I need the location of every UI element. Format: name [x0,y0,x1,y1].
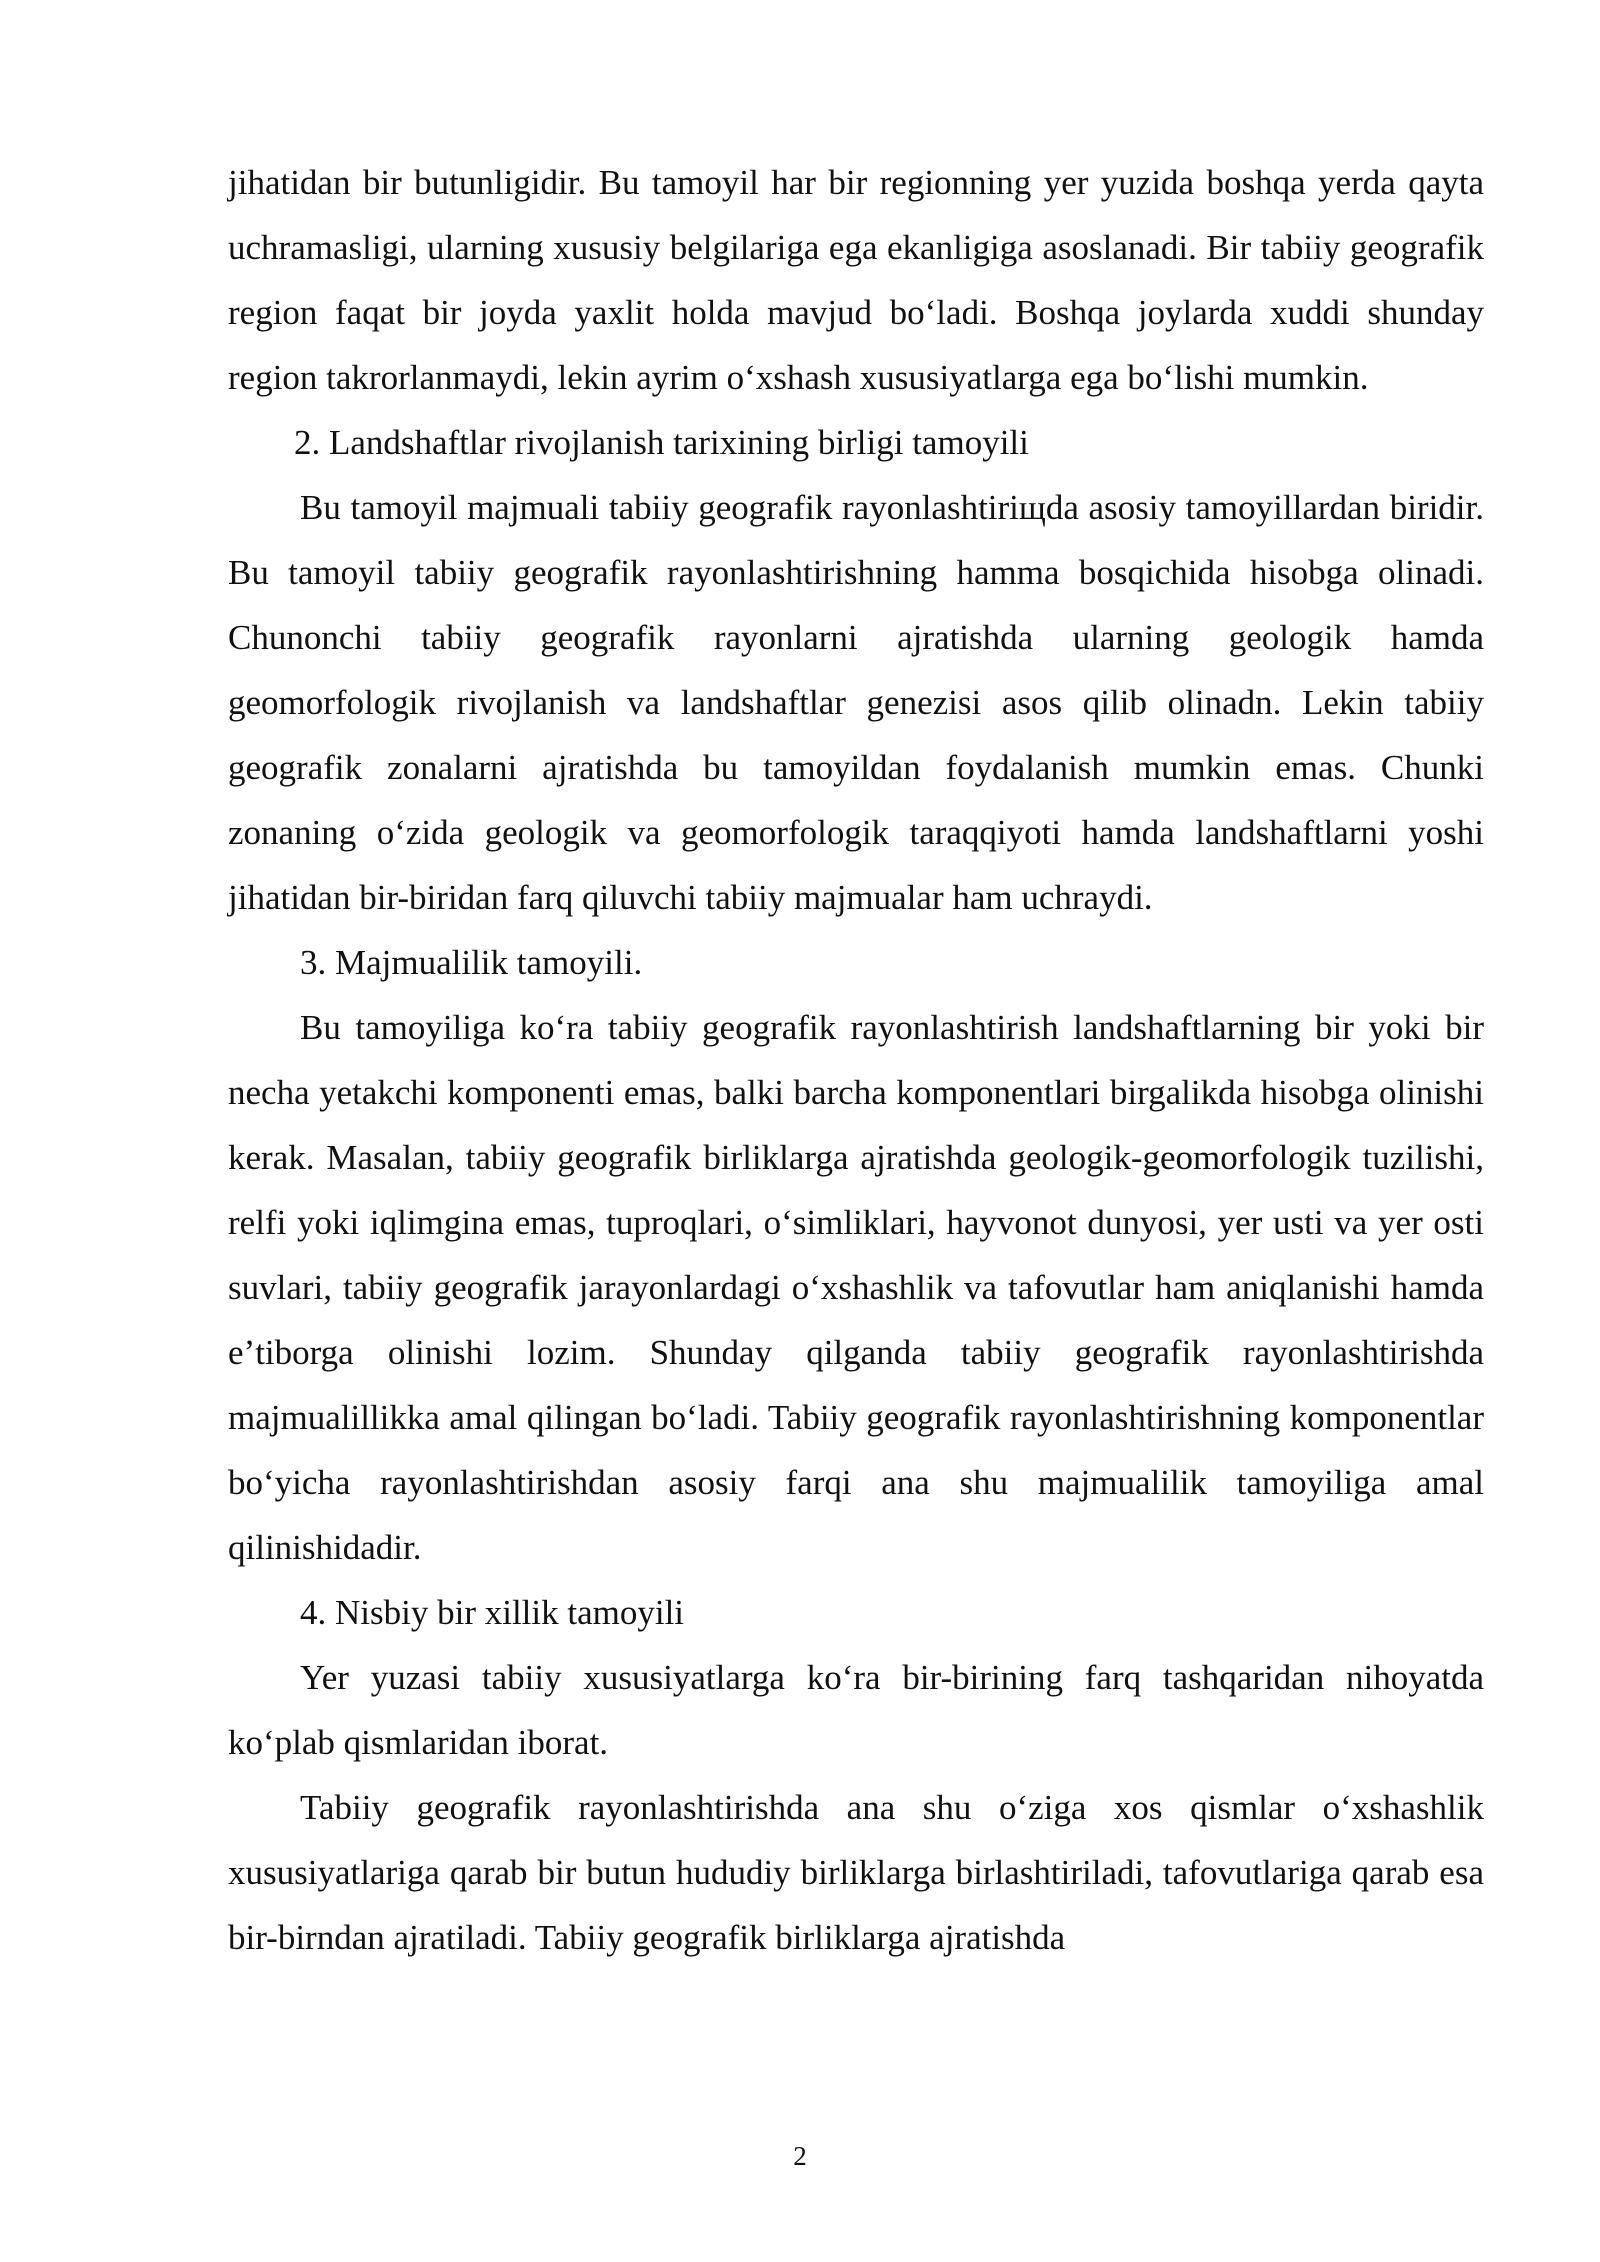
paragraph-landscape-history: Bu tamoyil majmuali tabiiy geografik rayonlashtiriщda asosiy tamoyillardan biridir. Bu tamoyil tabiiy geografik rayonlashtirishning hamma bosqichida hisobga olinadi. Chunonchi tabiiy geografik rayonlarni ajratishda ularning geologik hamda geomorfologik rivojlanish va landshaftlar genezisi asos qilib olinadn. Lekin tabiiy geografik zonalarni ajratishda bu tamoyildan foydalanish mumkin emas. Chunki zonaning oʻzida geologik va geomorfologik taraqqiyoti hamda landshaftlarni yoshi jihatidan bir-biridan farq qiluvchi tabiiy majmualar ham uchraydi. [228,488,1484,917]
page-number: 2 [793,2141,807,2171]
paragraph-complexity: Bu tamoyiliga koʻra tabiiy geografik rayonlashtirish landshaftlarning bir yoki bir necha yetakchi komponenti emas, balki barcha komponentlari birgalikda hisobga olinishi kerak. Masalan, tabiiy geografik birliklarga ajratishda geologik-geomorfologik tuzilishi, relfi yoki iqlimgina emas, tuproqlari, oʻsimliklari, hayvonot dunyosi, yer usti va yer osti suvlari, tabiiy geografik jarayonlardagi oʻxshashlik va tafovutlar ham aniqlanishi hamda eʼtiborga olinishi lozim. Shunday qilganda tabiiy geografik rayonlashtirishda majmualillikka amal qilingan boʻladi. Tabiiy geografik rayonlashtirishning komponentlar boʻyicha rayonlashtirishdan asosiy farqi ana shu majmualilik tamoyiliga amal qilinishidadir. [228,1008,1484,1567]
heading-relative-homogeneity-principle: 4. Nisbiy bir xillik tamoyili [300,1593,685,1632]
heading-complexity-principle: 3. Majmualilik tamoyili. [300,943,643,982]
paragraph-regionalization-units: Tabiiy geografik rayonlashtirishda ana shu oʻziga xos qismlar oʻxshashlik xususiyatlariga qarab bir butun hududiy birliklarga birlashtiriladi, tafovutlariga qarab esa bir-birndan ajratiladi. Tabiiy geografik birliklarga ajratishda [228,1788,1484,1957]
heading-landscape-history-principle: 2. Landshaftlar rivojlanish tarixining birligi tamoyili [294,423,1029,462]
paragraph-region-unity: jihatidan bir butunligidir. Bu tamoyil har bir regionning yer yuzida boshqa yerda qayta uchramasligi, ularning xususiy belgilariga ega ekanligiga asoslanadi. Bir tabiiy geografik region faqat bir joyda yaxlit holda mavjud boʻladi. Boshqa joylarda xuddi shunday region takrorlanmaydi, lekin ayrim oʻxshash xususiyatlarga ega boʻlishi mumkin. [228,163,1484,397]
document-page [228,150,1484,1970]
paragraph-earth-surface: Yer yuzasi tabiiy xususiyatlarga koʻra bir-birining farq tashqaridan nihoyatda koʻplab qismlaridan iborat. [228,1658,1484,1762]
